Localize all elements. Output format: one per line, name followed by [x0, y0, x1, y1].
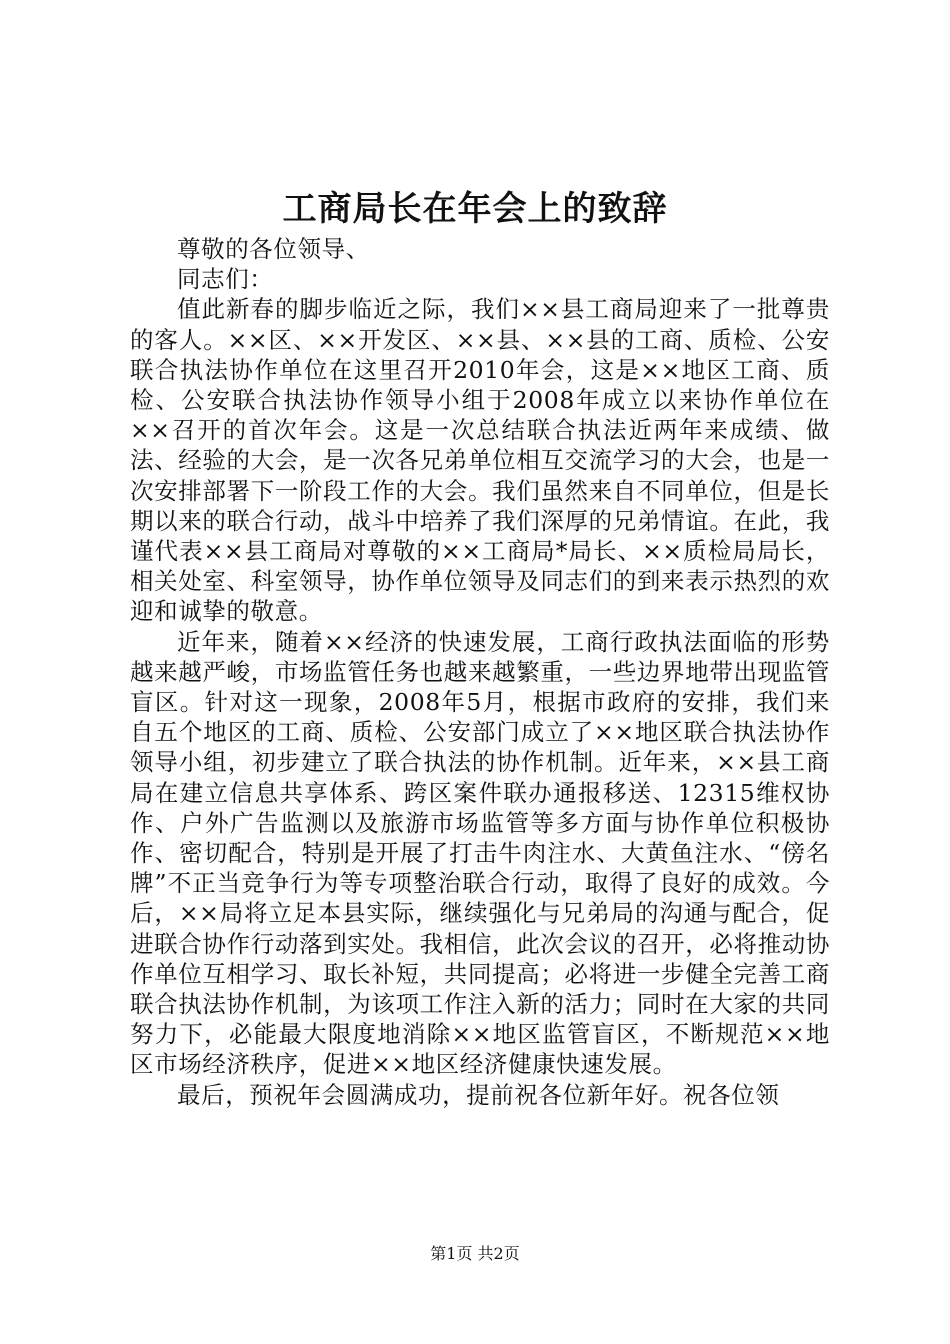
page-number-footer: 第1页 共2页 [430, 1244, 520, 1263]
body-paragraph: 值此新春的脚步临近之际，我们××县工商局迎来了一批尊贵的客人。××区、××开发区、××县、××县的工商、质检、公安联合执法协作单位在这里召开2010年会，这是××地区工商、质检、公安联合执法协作领导小组于2008年成立以来协作单位在××召开的首次年会。这是一次总结联合执法近两年来成绩、做法、经验的大会，是一次各兄弟单位相互交流学习的大会，也是一次安排部署下一阶段工作的大会。我们虽然来自不同单位，但是长期以来的联合行动，战斗中培养了我们深厚的兄弟情谊。在此，我谨代表××县工商局对尊敬的××工商局*局长、××质检局局长，相关处室、科室领导，协作单位领导及同志们的到来表示热烈的欢迎和诚挚的敬意。 [130, 295, 830, 626]
salutation-line: 同志们： [177, 265, 274, 294]
document-title: 工商局长在年会上的致辞 [282, 189, 668, 229]
body-paragraph: 最后，预祝年会圆满成功，提前祝各位新年好。祝各位领 [177, 1080, 780, 1109]
body-paragraph: 近年来，随着××经济的快速发展，工商行政执法面临的形势越来越严峻，市场监管任务也越来越繁重，一些边界地带出现监管盲区。针对这一现象，2008年5月，根据市政府的安排，我们来自五个地区的工商、质检、公安部门成立了××地区联合执法协作领导小组，初步建立了联合执法的协作机制。近年来，××县工商局在建立信息共享体系、跨区案件联办通报移送、12315维权协作、户外广告监测以及旅游市场监管等多方面与协作单位积极协作、密切配合，特别是开展了打击牛肉注水、大黄鱼注水、“傍名牌”不正当竞争行为等专项整治联合行动，取得了良好的成效。今后，××局将立足本县实际，继续强化与兄弟局的沟通与配合，促进联合协作行动落到实处。我相信，此次会议的召开，必将推动协作单位互相学习、取长补短，共同提高；必将进一步健全完善工商联合执法协作机制，为该项工作注入新的活力；同时在大家的共同努力下，必能最大限度地消除××地区监管盲区，不断规范××地区市场经济秩序，促进××地区经济健康快速发展。 [130, 627, 830, 1079]
salutation-line: 尊敬的各位领导、 [177, 235, 370, 263]
document-body [130, 234, 830, 1110]
